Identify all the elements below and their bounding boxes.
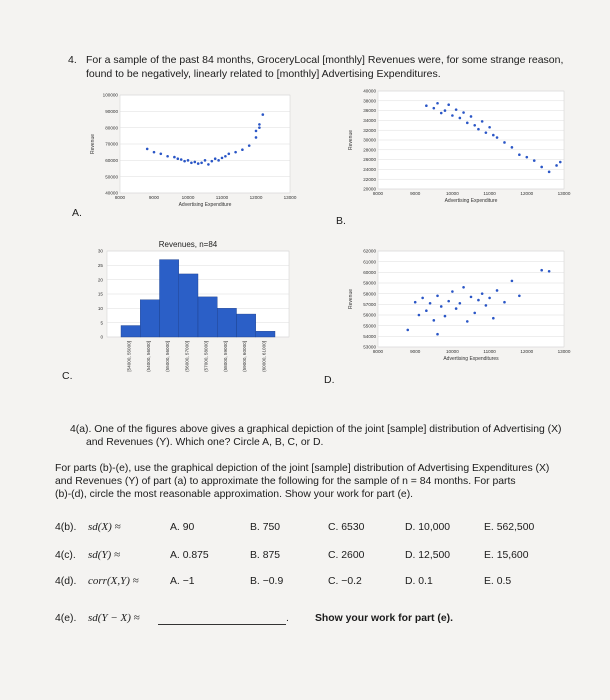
x-tick-label: 12000	[249, 195, 263, 200]
data-point	[207, 163, 210, 166]
y-tick-label: 25	[97, 262, 103, 268]
panel-label-d: D.	[324, 374, 335, 386]
data-point	[447, 103, 450, 106]
data-point	[258, 126, 261, 129]
x-tick-label: 13000	[557, 349, 571, 354]
x-tick-label: (60000, 61000]	[261, 341, 267, 372]
data-point	[444, 109, 447, 112]
part-b-option-e[interactable]: E. 562,500	[484, 522, 535, 533]
y-tick-label: 53000	[363, 344, 376, 350]
data-point	[160, 153, 163, 156]
x-tick-label: [54000, 55000]	[126, 341, 132, 372]
data-point	[436, 102, 439, 105]
part-c-option-d[interactable]: D. 12,500	[405, 550, 451, 561]
x-tick-label: (58000, 59000]	[222, 341, 228, 372]
instructions-line3: (b)-(d), circle the most reasonable approximation. Show your work for part (e).	[55, 489, 414, 500]
data-point	[481, 292, 484, 295]
part-e-answer-blank[interactable]	[158, 624, 286, 625]
data-point	[492, 134, 495, 137]
x-tick-label: (55000, 56000]	[165, 341, 171, 372]
histogram-bar	[140, 300, 159, 337]
part-d-option-c[interactable]: C. −0.2	[328, 576, 362, 587]
x-tick-label: 9000	[410, 191, 421, 196]
data-point	[540, 269, 543, 272]
histogram-chart-c	[85, 233, 295, 383]
x-tick-label: 10000	[446, 349, 459, 354]
y-axis-label: Revenue	[348, 129, 354, 151]
data-point	[518, 295, 521, 298]
data-point	[414, 301, 417, 304]
y-tick-label: 60000	[363, 269, 376, 275]
data-point	[433, 107, 436, 110]
y-tick-label: 80000	[105, 125, 118, 131]
y-tick-label: 40000	[105, 190, 118, 196]
x-tick-label: 9000	[410, 349, 421, 354]
data-point	[503, 301, 506, 304]
question-text-line1: For a sample of the past 84 months, GroceryLocal [monthly] Revenues were, for some strange reason,	[86, 54, 564, 66]
data-point	[488, 297, 491, 300]
part-c-expr: sd(Y) ≈	[88, 549, 121, 561]
part-d-expr: corr(X,Y) ≈	[88, 575, 139, 587]
data-point	[421, 297, 424, 300]
data-point	[262, 113, 265, 116]
x-tick-label: 10000	[181, 195, 195, 200]
x-tick-label: 8000	[372, 191, 384, 196]
data-point	[177, 157, 180, 160]
data-point	[217, 159, 220, 162]
histogram-bar	[256, 331, 275, 337]
data-point	[440, 112, 443, 115]
data-point	[503, 141, 506, 144]
data-point	[555, 164, 558, 167]
x-axis-label: Advertising Expenditure	[178, 202, 232, 208]
part-c-label: 4(c).	[55, 550, 76, 561]
data-point	[466, 122, 469, 125]
part-c-option-b[interactable]: B. 875	[250, 550, 281, 561]
panel-label-a: A.	[72, 207, 82, 219]
part-d-label: 4(d).	[55, 576, 77, 587]
question-text-line2: found to be negatively, linearly related to [monthly] Advertising Expenditures.	[86, 68, 441, 80]
data-point	[466, 320, 469, 323]
data-point	[436, 295, 439, 298]
data-point	[228, 153, 231, 156]
y-tick-label: 22000	[363, 176, 376, 182]
part-b-label: 4(b).	[55, 522, 77, 533]
data-point	[451, 114, 454, 117]
histogram-bar	[179, 274, 198, 337]
x-tick-label: 13000	[557, 191, 571, 196]
part-d-option-e[interactable]: E. 0.5	[484, 576, 512, 587]
data-point	[496, 289, 499, 292]
chart-title: Revenues, n=84	[158, 240, 218, 249]
panel-label-b: B.	[336, 215, 346, 227]
y-tick-label: 60000	[105, 157, 118, 163]
data-point	[455, 108, 458, 111]
x-tick-label: 8000	[114, 195, 126, 200]
y-axis-label: Revenue	[90, 133, 96, 155]
data-point	[433, 319, 436, 322]
data-point	[533, 159, 536, 162]
data-point	[153, 151, 156, 154]
part-c-option-a[interactable]: A. 0.875	[170, 550, 209, 561]
histogram-bar	[121, 326, 140, 337]
x-tick-label: 11000	[215, 195, 229, 200]
data-point	[459, 117, 462, 120]
y-tick-label: 55000	[363, 323, 376, 329]
y-tick-label: 10	[97, 305, 103, 311]
data-point	[190, 161, 193, 164]
data-point	[481, 120, 484, 123]
plot-area	[378, 251, 564, 347]
y-tick-label: 61000	[363, 259, 376, 265]
x-tick-label: (56000, 57000]	[184, 341, 190, 372]
data-point	[255, 136, 258, 139]
data-point	[462, 286, 465, 289]
data-point	[214, 157, 217, 160]
data-point	[187, 159, 190, 162]
data-point	[485, 131, 488, 134]
y-tick-label: 36000	[363, 108, 376, 114]
part-d-option-d[interactable]: D. 0.1	[405, 576, 433, 587]
data-point	[255, 130, 258, 133]
data-point	[473, 312, 476, 315]
y-tick-label: 50000	[105, 174, 118, 180]
y-tick-label: 38000	[363, 98, 376, 104]
part-a-line2: and Revenues (Y). Which one? Circle A, B, C, or D.	[86, 437, 324, 448]
part-c-option-e[interactable]: E. 15,600	[484, 550, 529, 561]
data-point	[540, 166, 543, 169]
scatter-chart-a	[90, 90, 305, 215]
y-tick-label: 0	[100, 334, 103, 340]
data-point	[429, 302, 432, 305]
y-tick-label: 58000	[363, 291, 376, 297]
data-point	[455, 307, 458, 310]
x-axis-label: Advertising Expenditures	[443, 356, 499, 362]
y-tick-label: 54000	[363, 333, 376, 339]
x-tick-label: 12000	[520, 191, 534, 196]
data-point	[166, 155, 169, 158]
data-point	[451, 290, 454, 293]
data-point	[146, 148, 149, 151]
data-point	[180, 158, 183, 161]
data-point	[211, 160, 214, 163]
x-tick-label: (59000, 60000]	[242, 341, 248, 372]
part-d-option-a[interactable]: A. −1	[170, 576, 195, 587]
data-point	[477, 299, 480, 302]
y-tick-label: 57000	[363, 301, 376, 307]
x-tick-label: 10000	[446, 191, 459, 196]
data-point	[224, 155, 227, 158]
part-b-option-c[interactable]: C. 6530	[328, 522, 365, 533]
x-tick-label: (54000, 56000]	[145, 341, 151, 372]
part-b-option-b[interactable]: B. 750	[250, 522, 281, 533]
scatter-chart-d	[350, 248, 575, 378]
data-point	[418, 314, 421, 317]
part-d-option-b[interactable]: B. −0.9	[250, 576, 284, 587]
y-tick-label: 30	[97, 248, 103, 254]
y-tick-label: 15	[97, 291, 103, 297]
data-point	[425, 309, 428, 312]
x-tick-label: 11000	[483, 191, 496, 196]
data-point	[477, 128, 480, 131]
x-tick-label: (57000, 58000]	[203, 341, 209, 372]
panel-label-c: C.	[62, 370, 73, 382]
part-e-expr: sd(Y − X) ≈	[88, 612, 140, 624]
data-point	[194, 161, 197, 164]
data-point	[485, 304, 488, 307]
y-tick-label: 30000	[363, 137, 376, 143]
data-point	[440, 305, 443, 308]
y-tick-label: 70000	[105, 141, 118, 147]
data-point	[492, 317, 495, 320]
data-point	[234, 151, 237, 154]
part-b-option-a[interactable]: A. 90	[170, 522, 195, 533]
data-point	[462, 111, 465, 114]
x-tick-label: 11000	[483, 349, 496, 354]
data-point	[447, 300, 450, 303]
data-point	[459, 302, 462, 305]
y-tick-label: 100000	[102, 92, 118, 98]
y-tick-label: 40000	[363, 88, 376, 94]
data-point	[425, 104, 428, 107]
data-point	[526, 156, 529, 159]
data-point	[470, 296, 473, 299]
data-point	[183, 160, 186, 163]
part-e-period: .	[286, 613, 289, 624]
y-tick-label: 32000	[363, 127, 376, 133]
histogram-bar	[217, 308, 236, 337]
y-tick-label: 20	[97, 277, 103, 283]
data-point	[511, 146, 514, 149]
y-tick-label: 24000	[363, 167, 376, 172]
x-tick-label: 8000	[372, 349, 384, 354]
part-b-option-d[interactable]: D. 10,000	[405, 522, 451, 533]
data-point	[473, 124, 476, 127]
data-point	[548, 270, 551, 273]
histogram-bar	[237, 314, 256, 337]
y-tick-label: 56000	[363, 312, 376, 318]
data-point	[200, 161, 203, 164]
data-point	[204, 159, 207, 162]
y-tick-label: 34000	[363, 118, 376, 123]
data-point	[470, 115, 473, 118]
scatter-chart-b	[350, 88, 575, 218]
part-b-expr: sd(X) ≈	[88, 521, 121, 533]
data-point	[496, 136, 499, 139]
question-number: 4.	[68, 54, 77, 66]
data-point	[511, 280, 514, 283]
data-point	[258, 123, 261, 126]
data-point	[488, 126, 491, 129]
part-c-option-c[interactable]: C. 2600	[328, 550, 365, 561]
data-point	[406, 329, 409, 332]
x-tick-label: 9000	[148, 195, 160, 200]
part-a-line1: 4(a). One of the figures above gives a graphical depiction of the joint [sample] distribution of Advertising (X)	[70, 424, 562, 435]
y-tick-label: 90000	[105, 108, 118, 114]
x-tick-label: 13000	[283, 195, 297, 200]
data-point	[444, 315, 447, 318]
x-axis-label: Advertising Expenditure	[444, 198, 498, 204]
data-point	[518, 153, 521, 156]
part-e-label: 4(e).	[55, 613, 77, 624]
y-tick-label: 62000	[363, 248, 376, 254]
data-point	[248, 144, 251, 147]
y-tick-label: 26000	[363, 157, 376, 163]
data-point	[221, 157, 224, 160]
y-axis-label: Revenue	[348, 288, 354, 310]
data-point	[559, 161, 562, 164]
histogram-bar	[160, 260, 179, 337]
y-tick-label: 28000	[363, 147, 376, 153]
y-tick-label: 5	[100, 320, 103, 326]
y-tick-label: 59000	[363, 280, 376, 286]
x-tick-label: 12000	[520, 349, 534, 354]
y-tick-label: 20000	[363, 186, 376, 192]
data-point	[173, 156, 176, 159]
data-point	[197, 162, 200, 165]
data-point	[436, 333, 439, 336]
data-point	[548, 171, 551, 174]
histogram-bar	[198, 297, 217, 337]
data-point	[241, 148, 244, 151]
instructions-line1: For parts (b)-(e), use the graphical depiction of the joint [sample] distribution of Advertising Expenditures (X)	[55, 463, 550, 474]
instructions-line2: and Revenues (Y) of part (a) to approximate the following for the sample of n = 84 months. For parts	[55, 476, 516, 487]
part-e-note: Show your work for part (e).	[315, 613, 453, 624]
